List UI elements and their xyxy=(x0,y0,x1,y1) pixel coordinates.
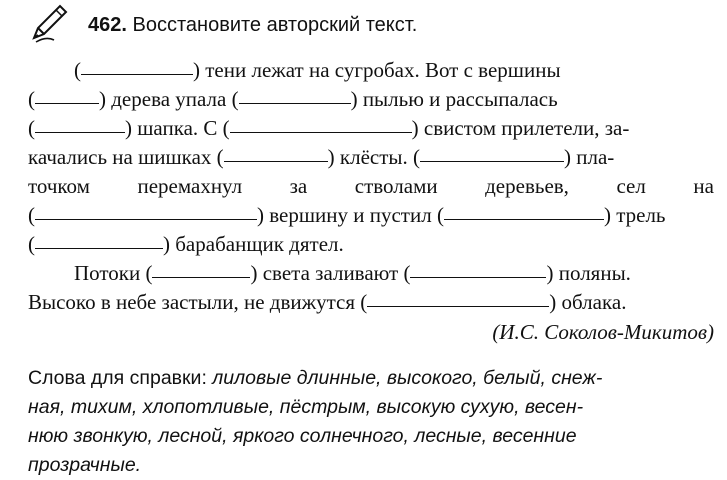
exercise-number: 462. xyxy=(88,14,127,36)
fill-in-blank[interactable] xyxy=(367,288,549,307)
exercise-title: Восстановите авторский текст. xyxy=(132,14,418,36)
text-fragment: стволами xyxy=(354,174,438,198)
text-line xyxy=(28,114,714,143)
fill-in-blank[interactable] xyxy=(35,114,125,133)
text-fragment: ) света заливают ( xyxy=(250,261,411,285)
reference-words-text: лиловые длинные, высокого, белый, снеж- xyxy=(212,367,603,389)
text-fragment: ( xyxy=(28,87,35,111)
author-name: (И.С. Соколов-Микитов) xyxy=(492,320,714,344)
reference-line: ная, тихим, хлопотливые, пёстрым, высокую сухую, весен- xyxy=(28,396,584,418)
text-fragment: точком xyxy=(28,174,90,198)
fill-in-blank[interactable] xyxy=(444,201,604,220)
text-fragment: ( xyxy=(28,232,35,256)
text-line xyxy=(28,201,714,230)
text-fragment: ) трель xyxy=(603,203,666,227)
text-fragment: ( xyxy=(28,203,35,227)
fill-in-blank[interactable] xyxy=(35,85,99,104)
pen-icon xyxy=(28,2,70,44)
text-fragment: качались на шишках ( xyxy=(28,145,224,169)
text-fragment: ) дерева упала ( xyxy=(99,87,239,111)
text-fragment: сел xyxy=(616,174,646,198)
fill-in-blank[interactable] xyxy=(35,230,163,249)
text-fragment: ) клёсты. ( xyxy=(327,145,420,169)
text-fragment: деревьев, xyxy=(485,174,569,198)
text-line xyxy=(28,56,714,85)
fill-in-blank[interactable] xyxy=(35,201,257,220)
fill-in-blank[interactable] xyxy=(410,259,546,278)
fill-in-blank[interactable] xyxy=(420,143,564,162)
text-fragment: ) свистом прилетели, за- xyxy=(411,116,630,140)
text-line xyxy=(28,85,714,114)
exercise-header xyxy=(88,12,417,38)
fill-in-blank[interactable] xyxy=(152,259,250,278)
reference-words xyxy=(28,364,714,480)
fill-in-blank[interactable] xyxy=(239,85,351,104)
text-fragment: ) пылью и рассыпалась xyxy=(350,87,558,111)
text-fragment: ) шапка. С ( xyxy=(125,116,230,140)
reference-line xyxy=(28,364,714,393)
fill-in-blank[interactable] xyxy=(230,114,412,133)
exercise-text xyxy=(28,56,714,347)
text-fragment: ) барабанщик дятел. xyxy=(163,232,344,256)
text-line xyxy=(28,288,714,317)
text-fragment: за xyxy=(289,174,308,198)
text-fragment: ) тени лежат на сугробах. Вот с вершины xyxy=(193,58,561,82)
text-fragment: ) пла- xyxy=(564,145,615,169)
reference-line: нюю звонкую, лесной, яркого солнечного, лесные, весенние xyxy=(28,425,577,447)
reference-label: Слова для справки: xyxy=(28,367,207,389)
text-fragment: ) поляны. xyxy=(546,261,631,285)
text-fragment: перемахнул xyxy=(137,174,243,198)
reference-line: прозрачные. xyxy=(28,454,142,476)
text-line xyxy=(28,259,714,288)
text-fragment: Потоки ( xyxy=(74,261,153,285)
fill-in-blank[interactable] xyxy=(81,56,193,75)
text-line xyxy=(28,172,714,201)
text-line xyxy=(28,230,714,259)
text-fragment: на xyxy=(693,174,714,198)
text-line xyxy=(28,143,714,172)
text-fragment: Высоко в небе застыли, не движутся ( xyxy=(28,290,368,314)
text-fragment: ) облака. xyxy=(549,290,627,314)
author-attribution xyxy=(28,318,714,347)
text-fragment: ( xyxy=(74,58,81,82)
fill-in-blank[interactable] xyxy=(224,143,328,162)
text-fragment: ( xyxy=(28,116,35,140)
text-fragment: ) вершину и пустил ( xyxy=(257,203,444,227)
